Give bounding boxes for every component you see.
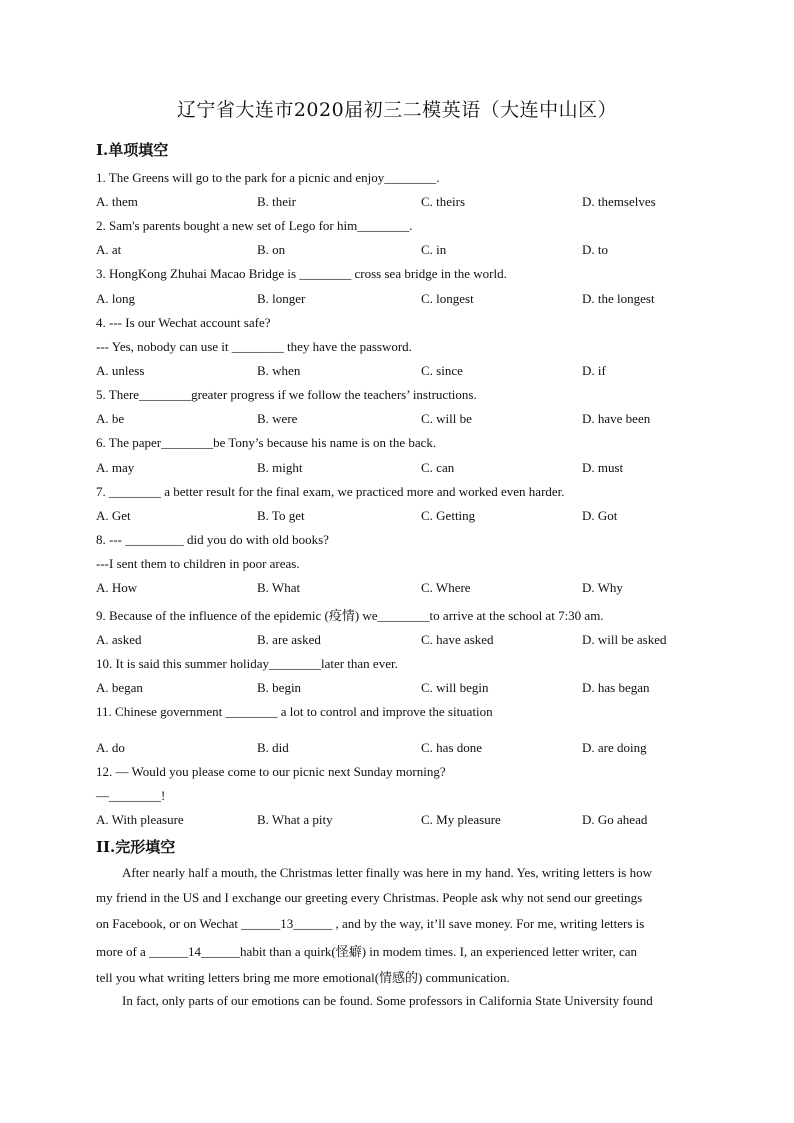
option-b: B. on xyxy=(257,242,286,257)
option-a: A. asked xyxy=(96,632,142,647)
option-d: D. to xyxy=(582,242,608,257)
question-5-options xyxy=(96,411,736,429)
question-2-stem: 2. Sam's parents bought a new set of Lego for him________. xyxy=(96,218,413,233)
question-3-options xyxy=(96,291,736,309)
question-4-options xyxy=(96,363,736,381)
option-d: D. if xyxy=(582,363,606,378)
page-title: 辽宁省大连市2020届初三二模英语（大连中山区） xyxy=(176,99,618,121)
option-b: B. were xyxy=(257,411,298,426)
question-10-options xyxy=(96,680,736,698)
option-b: B. did xyxy=(257,740,289,755)
option-b: B. when xyxy=(257,363,301,378)
option-a: A. With pleasure xyxy=(96,812,184,827)
option-c: C. Where xyxy=(421,580,471,595)
option-d: D. Got xyxy=(582,508,618,523)
option-b: B. might xyxy=(257,460,303,475)
question-8-stem: 8. --- _________ did you do with old books? xyxy=(96,532,329,547)
option-b: B. their xyxy=(257,194,296,209)
question-11-stem: 11. Chinese government ________ a lot to control and improve the situation xyxy=(96,704,493,719)
passage-line-5: tell you what writing letters bring me more emotional(情感的) communication. xyxy=(96,970,510,985)
option-d: D. Why xyxy=(582,580,623,595)
section-heading-1: I.单项填空 xyxy=(96,141,169,159)
question-3-stem: 3. HongKong Zhuhai Macao Bridge is ________ cross sea bridge in the world. xyxy=(96,266,507,281)
question-9-options xyxy=(96,632,736,650)
question-1-stem: 1. The Greens will go to the park for a picnic and enjoy________. xyxy=(96,170,440,185)
section-heading-2: II.完形填空 xyxy=(96,838,176,856)
passage-line-6: In fact, only parts of our emotions can be found. Some professors in California State University found xyxy=(122,993,653,1008)
question-12-options xyxy=(96,812,736,830)
option-c: C. longest xyxy=(421,291,474,306)
option-c: C. has done xyxy=(421,740,483,755)
option-c: C. will be xyxy=(421,411,472,426)
option-b: B. What a pity xyxy=(257,812,333,827)
question-12-stem: 12. — Would you please come to our picnic next Sunday morning? xyxy=(96,764,446,779)
option-c: C. can xyxy=(421,460,455,475)
option-a: A. may xyxy=(96,460,135,475)
option-d: D. will be asked xyxy=(582,632,667,647)
option-d: D. must xyxy=(582,460,624,475)
option-c: C. in xyxy=(421,242,447,257)
passage-line-2: my friend in the US and I exchange our greeting every Christmas. People ask why not send our greetings xyxy=(96,890,643,905)
question-4-stem: 4. --- Is our Wechat account safe? xyxy=(96,315,271,330)
question-6-stem: 6. The paper________be Tony’s because his name is on the back. xyxy=(96,435,437,450)
passage-line-4: more of a ______14______habit than a quirk(怪癖) in modem times. I, an experienced letter writer, can xyxy=(96,944,637,959)
question-8-stem-reply: ---I sent them to children in poor areas. xyxy=(96,556,300,571)
option-c: C. My pleasure xyxy=(421,812,501,827)
option-d: D. has began xyxy=(582,680,650,695)
question-8-options xyxy=(96,580,736,598)
option-c: C. since xyxy=(421,363,463,378)
option-a: A. do xyxy=(96,740,125,755)
option-b: B. To get xyxy=(257,508,305,523)
option-a: A. How xyxy=(96,580,138,595)
option-a: A. long xyxy=(96,291,135,306)
option-a: A. began xyxy=(96,680,143,695)
question-4-stem-reply: --- Yes, nobody can use it ________ they have the password. xyxy=(96,339,412,354)
passage-line-3: on Facebook, or on Wechat ______13______ , and by the way, it’ll save money. For me, writing letters is xyxy=(96,916,645,931)
option-a: A. Get xyxy=(96,508,131,523)
option-c: C. will begin xyxy=(421,680,489,695)
option-b: B. begin xyxy=(257,680,302,695)
question-12-stem-reply: —________! xyxy=(96,788,166,803)
question-10-stem: 10. It is said this summer holiday________later than ever. xyxy=(96,656,398,671)
option-b: B. are asked xyxy=(257,632,321,647)
question-11-options xyxy=(96,740,736,758)
option-c: C. Getting xyxy=(421,508,476,523)
option-a: A. unless xyxy=(96,363,145,378)
option-d: D. the longest xyxy=(582,291,655,306)
option-d: D. are doing xyxy=(582,740,647,755)
question-7-stem: 7. ________ a better result for the final exam, we practiced more and worked even harder. xyxy=(96,484,565,499)
option-a: A. at xyxy=(96,242,122,257)
passage-line-1: After nearly half a mouth, the Christmas letter finally was here in my hand. Yes, writing letters is how xyxy=(122,865,652,880)
question-9-stem: 9. Because of the influence of the epidemic (疫情) we________to arrive at the school at 7:30 am. xyxy=(96,608,604,623)
question-5-stem: 5. There________greater progress if we follow the teachers’ instructions. xyxy=(96,387,477,402)
option-b: B. longer xyxy=(257,291,306,306)
question-7-options xyxy=(96,508,736,526)
option-d: D. themselves xyxy=(582,194,656,209)
option-c: C. theirs xyxy=(421,194,466,209)
question-1-options xyxy=(96,194,736,212)
question-2-options xyxy=(96,242,736,260)
question-6-options xyxy=(96,460,736,478)
option-d: D. have been xyxy=(582,411,651,426)
option-a: A. them xyxy=(96,194,138,209)
option-d: D. Go ahead xyxy=(582,812,648,827)
option-b: B. What xyxy=(257,580,301,595)
option-c: C. have asked xyxy=(421,632,494,647)
option-a: A. be xyxy=(96,411,125,426)
